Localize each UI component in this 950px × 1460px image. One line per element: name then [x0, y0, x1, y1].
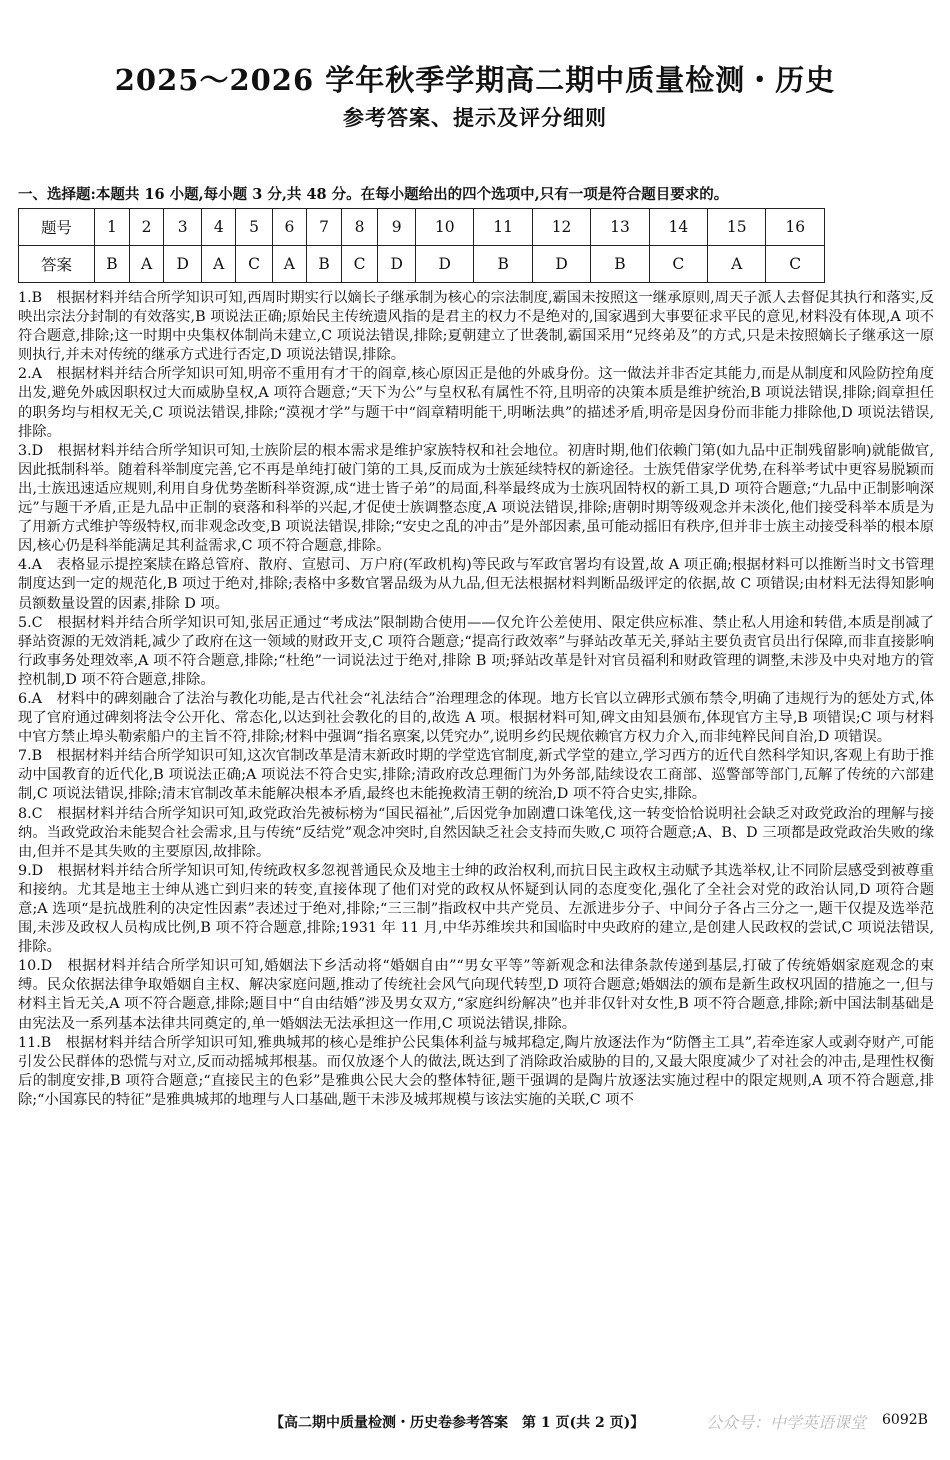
answer-cell: B: [95, 246, 130, 283]
explanation-item: [18, 690, 934, 747]
answer-cell: D: [378, 246, 416, 283]
explanation-item: [18, 957, 934, 1033]
item-text: 根据材料并结合所学知识可知,婚姻法下乡活动将“婚姻自由”“男女平等”等新观念和法律条款传递到基层,打破了传统婚姻家庭观念的束缚。民众依据法律争取婚姻自主权、解决家庭问题,推动了传统社会风气向现代转型,D 项符合题意;婚姻法的颁布是新生政权巩固的措施之一,但与材料主旨无关,A 项不符合题意,排除;题目中“自由结婚”涉及男女双方,“家庭纠纷解决”也并非仅针对女性,B 项不符合题意,排除;新中国法制基础是由宪法及一系列基本法律共同奠定的,单一婚姻法无法承担这一作用,C 项说法错误,排除。: [18, 958, 934, 1032]
answer-cell: B: [307, 246, 342, 283]
item-number: 1.B: [18, 290, 43, 306]
answer-cell: A: [708, 246, 766, 283]
item-number: 6.A: [18, 690, 42, 707]
document-code: 6092B: [882, 1412, 928, 1428]
item-text: 表格显示提控案牍在路总管府、散府、宣慰司、万户府(军政机构)等民政与军政官署均有设置,故 A 项正确;根据材料可以推断当时文书管理制度达到一定的规范化,B 项过于绝对,排除;表格中多数官署品级为从九品,但无法根据材料判断品级评定的依据,故 C 项错误;由材料无法得知影响员额数量设置的因素,排除 D 项。: [18, 557, 934, 612]
item-number: 2.A: [18, 366, 42, 383]
page-title: 2025～2026 学年秋季学期高二期中质量检测・历史: [114, 63, 836, 97]
item-text: 根据材料并结合所学知识可知,明帝不重用有才干的阎章,核心原因正是他的外戚身份。这一做法并非否定其能力,而是从制度和风险防控角度出发,避免外戚因职权过大而威胁皇权,A 项符合题意;“天下为公”与皇权私有属性不符,且明帝的决策本质是维护统治,B 项说法错误,排除;阎章担任的职务均与相权无关,C 项说法错误,排除;“漠视才学”与题干中“阎章精明能干,明晰法典”的描述矛盾,明帝是因身份而非能力排除他,D 项说法错误,排除。: [18, 366, 934, 440]
row-label-answer: 答案: [19, 246, 95, 283]
question-number-cell: 14: [649, 209, 707, 246]
explanation-item: [18, 289, 934, 365]
answer-cell: C: [341, 246, 377, 283]
watermark: 公众号：中学英语课堂: [706, 1413, 867, 1432]
item-text: 根据材料并结合所学知识可知,这次官制改革是清末新政时期的学堂选官制度,新式学堂的建立,学习西方的近代自然科学知识,客观上有助于推动中国教育的近代化,B 项说法正确;A 项说法不符合史实,排除;清政府改总理衙门为外务部,陆续设农工商部、巡警部等部门,瓦解了传统的六部建制,C 项说法错误,排除;清末官制改革未能解决根本矛盾,最终也未能挽救清王朝的统治,D 项不符合史实,排除。: [18, 748, 935, 803]
section-heading: 一、选择题:本题共 16 小题,每小题 3 分,共 48 分。在每小题给出的四个选项中,只有一项是符合题目要求的。: [18, 186, 729, 203]
question-number-cell: 9: [378, 209, 416, 246]
page-subtitle: 参考答案、提示及评分细则: [343, 105, 607, 130]
question-number-row: [19, 209, 825, 246]
answer-cell: C: [649, 246, 707, 283]
explanation-item: [18, 442, 934, 557]
answer-cell: B: [591, 246, 649, 283]
answer-cell: C: [236, 246, 272, 283]
question-number-cell: 1: [95, 209, 130, 246]
row-label-question: 题号: [19, 209, 95, 246]
question-number-cell: 15: [708, 209, 766, 246]
footer-text: 【高二期中质量检测・历史卷参考答案 第 1 页(共 2 页)】: [270, 1415, 645, 1431]
item-number: 8.C: [18, 805, 43, 822]
explanation-item: [18, 805, 934, 862]
answer-cell: B: [474, 246, 532, 283]
item-text: 根据材料并结合所学知识可知,西周时期实行以嫡长子继承制为核心的宗法制度,霸国未按照这一继承原则,周天子派人去督促其执行和落实,反映出宗法分封制的有效落实,B 项说法正确;原始民主传统遗风指的是君主的权力不是绝对的,国家遇到大事要征求平民的意见,材料没有体现,A 项不符合题意,排除;这一时期中央集权体制尚未建立,C 项说法错误,排除;夏朝建立了世袭制,霸国采用“兄终弟及”的方式,只是未按照嫡长子继承这一原则执行,并未对传统的继承方式进行否定,D 项说法错误,排除。: [18, 290, 935, 364]
item-number: 3.D: [18, 442, 44, 459]
answer-cell: A: [129, 246, 163, 283]
item-text: 根据材料并结合所学知识可知,政党政治先被标榜为“国民福祉”,后因党争加剧遭口诛笔伐,这一转变恰恰说明社会缺乏对政党政治的理解与接纳。当政党政治未能契合社会需求,且与传统“反结党”观念冲突时,自然因缺乏社会支持而失败,C 项符合题意;A、B、D 三项都是政党政治失败的缘由,但并不是其失败的主要原因,故排除。: [18, 805, 935, 860]
question-number-cell: 2: [129, 209, 163, 246]
explanation-item: [18, 747, 934, 804]
question-number-cell: 7: [307, 209, 342, 246]
question-number-cell: 5: [236, 209, 272, 246]
answer-table: [18, 208, 825, 283]
question-number-cell: 16: [766, 209, 825, 246]
question-number-cell: 4: [202, 209, 236, 246]
explanation-item: [18, 556, 934, 613]
question-number-cell: 3: [164, 209, 202, 246]
explanation-item: [18, 365, 934, 441]
question-number-cell: 11: [474, 209, 532, 246]
item-number: 10.D: [18, 958, 53, 975]
answer-row: [19, 246, 825, 283]
page-footer: [0, 1410, 950, 1434]
item-text: 根据材料并结合所学知识可知,张居正通过“考成法”限制勘合使用——仅允许公差使用、限定供应标准、禁止私人用途和转借,本质是削减了驿站资源的无效消耗,减少了政府在这一领域的财政开支,C 项符合题意;“提高行政效率”与驿站改革无关,驿站主要负责官员出行保障,而非直接影响行政事务处理效率,A 项不符合题意,排除;“杜绝”一词说法过于绝对,排除 B 项;驿站改革是针对官员福利和财政管理的调整,未涉及中央对地方的管控机制,D 项不符合题意,排除。: [18, 614, 935, 688]
item-text: 根据材料并结合所学知识可知,士族阶层的根本需求是维护家族特权和社会地位。初唐时期,他们依赖门第(如九品中正制残留影响)就能做官,因此抵制科举。随着科举制度完善,它不再是单纯打破门第的工具,反而成为士族延续特权的新途径。士族凭借家学优势,在科举考试中更容易脱颖而出,士族迅速适应规则,利用自身优势垄断科举资源,成“进士皆子弟”的局面,科举最终成为士族巩固特权的新工具,D 项符合题意;“九品中正制影响深远”与题干矛盾,正是九品中正制的衰落和科举的兴起,才促使士族调整态度,A 项说法错误,排除;唐朝时期等级观念并未淡化,他们接受科举本质是为了用新方式维护等级特权,而非观念改变,B 项说法错误,排除;“安史之乱的冲击”是外部因素,虽可能动摇旧有秩序,但并非士族主动接受科举的根本原因,核心仍是科举能满足其利益需求,C 项不符合题意,排除。: [18, 442, 934, 555]
answer-cell: D: [532, 246, 590, 283]
answer-cell: A: [272, 246, 306, 283]
explanation-list: [18, 289, 934, 1110]
item-number: 11.B: [18, 1034, 52, 1051]
item-text: 根据材料并结合所学知识可知,雅典城邦的核心是维护公民集体利益与城邦稳定,陶片放逐法作为“防僭主工具”,若牵连家人或剥夺财产,可能引发公民群体的恐慌与对立,反而动摇城邦根基。而仅放逐个人的做法,既达到了消除政治威胁的目的,又最大限度减少了对社会的冲击,是理性权衡后的制度安排,B 项符合题意;“直接民主的色彩”是雅典公民大会的整体特征,题干强调的是陶片放逐法实施过程中的限定规则,A 项不符合题意,排除;“小国寡民的特征”是雅典城邦的地理与人口基础,题干未涉及城邦规模与该法实施的关联,C 项不: [18, 1034, 934, 1108]
answer-cell: A: [202, 246, 236, 283]
item-number: 7.B: [18, 748, 43, 765]
explanation-item: [18, 614, 934, 690]
answer-cell: C: [766, 246, 825, 283]
answer-cell: D: [416, 246, 474, 283]
item-text: 材料中的碑刻融合了法治与教化功能,是古代社会“礼法结合”治理理念的体现。地方长官以立碑形式颁布禁令,明确了违规行为的惩处方式,体现了官府通过碑刻将法令公开化、常态化,以达到社会教化的目的,故选 A 项。根据材料可知,碑文由知县颁布,体现官方主导,B 项错误;C 项与材料中官方禁止埠头勒索船户的主旨不符,排除;材料中强调“指名禀案,以凭究办”,说明乡约民规依赖官方权力介入,而非纯粹民间自治,D 项错误。: [18, 690, 934, 746]
question-number-cell: 13: [591, 209, 649, 246]
question-number-cell: 8: [341, 209, 377, 246]
question-number-cell: 12: [532, 209, 590, 246]
item-number: 9.D: [18, 862, 44, 879]
explanation-item: [18, 1034, 934, 1110]
item-number: 4.A: [18, 557, 42, 574]
item-text: 根据材料并结合所学知识可知,传统政权多忽视普通民众及地主士绅的政治权利,而抗日民主政权主动赋予其选举权,让不同阶层感受到被尊重和接纳。尤其是地主士绅从逃亡到归来的转变,直接体现了他们对党的政权从怀疑到认同的态度变化,强化了全社会对党的政治认同,D 项符合题意;A 选项“是抗战胜利的决定性因素”表述过于绝对,排除;“三三制”指政权中共产党员、左派进步分子、中间分子各占三分之一,题干仅提及选举范围,未涉及政权人员构成比例,B 项不符合题意,排除;1931 年 11 月,中华苏维埃共和国临时中央政府的建立,是创建人民政权的尝试,C 项说法错误,排除。: [18, 862, 934, 956]
item-number: 5.C: [18, 614, 43, 631]
answer-cell: D: [164, 246, 202, 283]
question-number-cell: 10: [416, 209, 474, 246]
explanation-item: [18, 862, 934, 957]
question-number-cell: 6: [272, 209, 306, 246]
